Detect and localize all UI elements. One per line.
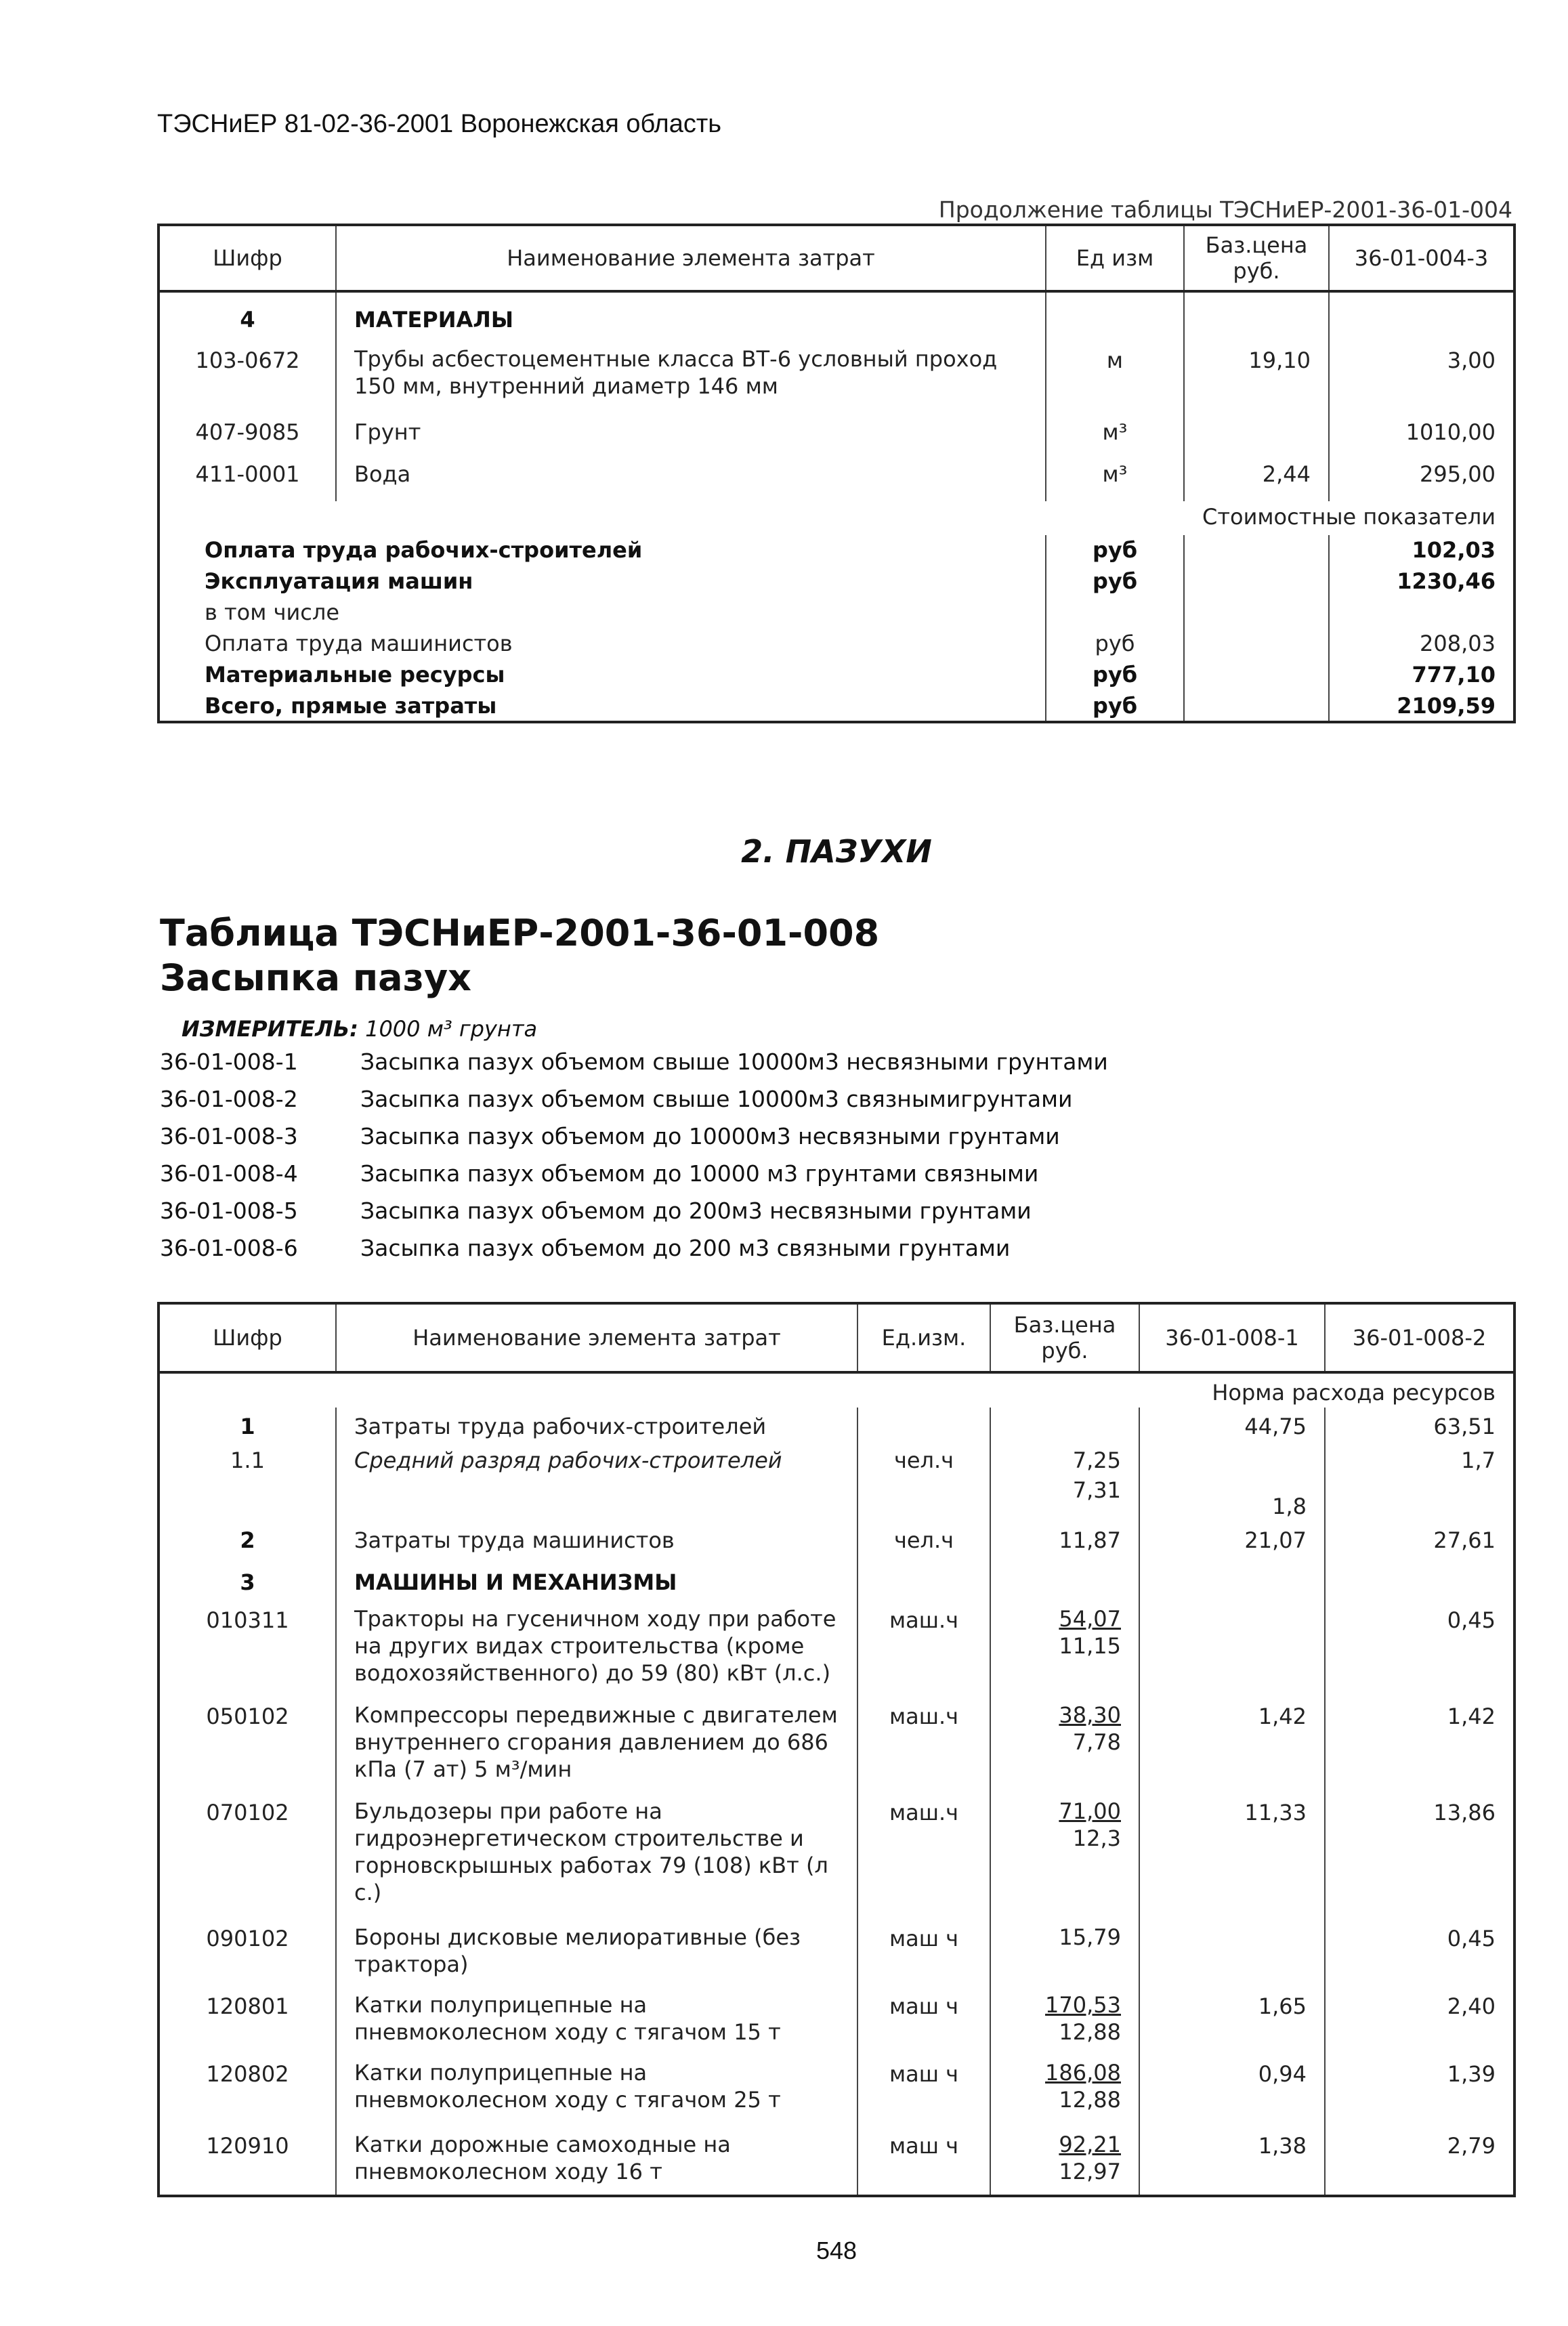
cost-row [158,535,1514,566]
row-price-sub: 11,15 [1059,1633,1121,1659]
row-price-sub: 7,78 [1072,1729,1121,1755]
row-name: Катки полуприцепные на пневмоколесном ходу с тягачом 15 т [336,1991,857,2059]
row-col1: 1,38 [1139,2131,1325,2196]
header-code: Шифр [158,225,336,291]
row-name: Трубы асбестоцементные класса ВТ-6 условный проход 150 мм, внутренний диаметр 146 мм [336,345,1046,417]
row-unit: чел.ч [857,1445,990,1521]
row-price [990,1924,1139,1991]
row-code: 2 [240,1527,255,1553]
row-col2: 1,7 [1325,1445,1514,1521]
row-price: 19,10 [1184,345,1329,417]
row-col2: 63,51 [1325,1408,1514,1445]
item-text: Засыпка пазух объемом до 10000м3 несвязными грунтами [360,1123,1060,1149]
table-header-row [158,1303,1514,1372]
row-price-sub: 12,97 [1059,2159,1121,2184]
table-header-row [158,225,1514,291]
cost-row [158,566,1514,597]
norm-header: Норма расхода ресурсов [1212,1380,1496,1405]
section-row-machines [158,1561,1514,1605]
item-code: 36-01-008-6 [160,1235,298,1261]
row-code: 120910 [206,2133,289,2159]
list-item [160,1198,1108,1235]
header-price [1184,225,1329,291]
row-price-main: 170,53 [1045,1992,1121,2018]
row-col2: 2,79 [1325,2131,1514,2196]
header-code: Шифр [158,1303,336,1372]
row-name: Катки полуприцепные на пневмоколесном ходу с тягачом 25 т [336,2059,857,2131]
row-col1 [1139,1924,1325,1991]
row-price-sub: 12,88 [1059,2087,1121,2113]
table-row [158,1991,1514,2059]
row-code: 407-9085 [195,419,300,445]
header-price-line1: Баз.цена [1013,1312,1116,1338]
header-name: Наименование элемента затрат [336,1303,857,1372]
row-code: 120801 [206,1993,289,2019]
row-code: 010311 [206,1607,289,1633]
row-price [1184,417,1329,459]
header-column-2: 36-01-008-2 [1325,1303,1514,1372]
cost-row [158,691,1514,722]
row-col1: 1,8 [1139,1445,1325,1521]
header-column-value: 36-01-004-3 [1329,225,1514,291]
item-text: Засыпка пазух объемом до 200м3 несвязными грунтами [360,1198,1032,1224]
row-col2: 2,40 [1325,1991,1514,2059]
table-row [158,1798,1514,1924]
cost-row [158,629,1514,660]
cost-value [1329,597,1514,629]
cost-value: 208,03 [1329,629,1514,660]
list-item [160,1049,1108,1086]
header-price-line1: Баз.цена [1205,232,1308,258]
cost-unit [1046,597,1184,629]
header-unit: Ед.изм. [857,1303,990,1372]
row-col1 [1139,1605,1325,1701]
section-name: МАТЕРИАЛЫ [336,291,1046,345]
row-name: Компрессоры передвижные с двигателем внутреннего сгорания давлением до 686 кПа (7 ат) 5 м³/мин [336,1701,857,1798]
row-price-sub: 12,3 [1072,1825,1121,1851]
row-value: 1010,00 [1329,417,1514,459]
row-code: 103-0672 [195,347,300,373]
row-col2: 0,45 [1325,1605,1514,1701]
row-price [990,1605,1139,1701]
item-code: 36-01-008-1 [160,1049,298,1075]
cost-unit: руб [1046,691,1184,722]
row-col1: 21,07 [1139,1521,1325,1561]
row-code: 050102 [206,1704,289,1729]
row-price [990,2059,1139,2131]
row-code: 120802 [206,2061,289,2087]
header-price [990,1303,1139,1372]
row-name: Вода [336,459,1046,501]
row-unit: маш ч [857,2059,990,2131]
row-name: Грунт [336,417,1046,459]
row-col2: 1,42 [1325,1701,1514,1798]
cost-unit: руб [1046,629,1184,660]
row-price-b: 7,31 [1072,1477,1121,1503]
cost-name: Оплата труда машинистов [205,631,513,656]
row-price [990,1445,1139,1521]
item-text: Засыпка пазух объемом свыше 10000м3 несвязными грунтами [360,1049,1108,1075]
cost-unit: руб [1046,566,1184,597]
item-code: 36-01-008-5 [160,1198,298,1224]
cost-unit: руб [1046,535,1184,566]
table-row [158,1701,1514,1798]
row-code: 1 [240,1414,255,1439]
cost-row [158,660,1514,691]
cost-name: Всего, прямые затраты [205,693,497,719]
table-row [158,2059,1514,2131]
item-text: Засыпка пазух объемом свыше 10000м3 связнымигрунтами [360,1086,1073,1112]
table-subtitle: Засыпка пазух [160,956,472,999]
table-row [158,1605,1514,1701]
item-code: 36-01-008-4 [160,1160,298,1187]
row-col2: 0,45 [1325,1924,1514,1991]
document-header: ТЭСНиЕР 81-02-36-2001 Воронежская область [157,110,722,138]
row-price-main: 38,30 [1059,1702,1121,1728]
item-code: 36-01-008-2 [160,1086,298,1112]
row-unit: маш ч [857,2131,990,2196]
cost-name: Материальные ресурсы [205,662,505,688]
cost-value: 102,03 [1329,535,1514,566]
row-unit: м [1046,345,1184,417]
cost-indicators-header-row [158,501,1514,535]
cost-name: Эксплуатация машин [205,568,473,594]
table-title-line: Таблица ТЭСНиЕР-2001-36-01-008 [160,912,880,954]
header-price-line2: руб. [1041,1338,1088,1363]
section-code: 4 [240,307,255,333]
item-code: 36-01-008-3 [160,1123,298,1149]
row-price [990,1701,1139,1798]
section-title: 2. ПАЗУХИ [741,833,932,870]
table-row [158,417,1514,459]
item-list [160,1049,1108,1272]
row-code: 1.1 [230,1447,265,1473]
header-name: Наименование элемента затрат [336,225,1046,291]
row-code: 070102 [206,1800,289,1825]
row-price [990,1798,1139,1924]
row-unit: маш.ч [857,1798,990,1924]
page-number: 548 [815,2237,857,2264]
header-price-line2: руб. [1233,258,1280,284]
row-unit: маш ч [857,1991,990,2059]
row-price-main: 54,07 [1059,1606,1121,1632]
measurer-label: ИЗМЕРИТЕЛЬ: [182,1016,358,1042]
section-row-materials [158,291,1514,345]
row-price-a: 7,25 [1072,1447,1121,1473]
row-col2: 1,39 [1325,2059,1514,2131]
table-title [160,911,879,1000]
row-col1: 44,75 [1139,1408,1325,1445]
table-row [158,345,1514,417]
cost-unit: руб [1046,660,1184,691]
row-unit: маш.ч [857,1701,990,1798]
item-text: Засыпка пазух объемом до 200 м3 связными грунтами [360,1235,1011,1261]
list-item [160,1123,1108,1160]
row-price-sub: 12,88 [1059,2019,1121,2045]
row-name: Бульдозеры при работе на гидроэнергетическом строительстве и горновскрышных работах 79 (108) кВт (л с.) [336,1798,857,1924]
cost-value: 2109,59 [1329,691,1514,722]
row-unit: маш ч [857,1924,990,1991]
row-unit: чел.ч [857,1521,990,1561]
row-name: Затраты труда рабочих-строителей [336,1408,857,1445]
row-col1: 1,42 [1139,1701,1325,1798]
measurer [182,1016,537,1042]
row-name: Катки дорожные самоходные на пневмоколесном ходу 16 т [336,2131,857,2196]
measurer-value: 1000 м³ грунта [365,1016,538,1042]
table-row [158,1408,1514,1445]
row-code: 090102 [206,1926,289,1951]
row-name: Тракторы на гусеничном ходу при работе на других видах строительства (кроме водохозяйственного) до 59 (80) кВт (л.с.) [336,1605,857,1701]
row-price-main: 15,79 [1059,1924,1121,1950]
row-price [990,1991,1139,2059]
row-price [990,2131,1139,2196]
row-price-main: 71,00 [1059,1798,1121,1824]
table-row [158,1924,1514,1991]
section-name: МАШИНЫ И МЕХАНИЗМЫ [336,1561,857,1605]
table-row [158,1445,1514,1521]
list-item [160,1086,1108,1123]
row-col2: 13,86 [1325,1798,1514,1924]
cost-name: Оплата труда рабочих-строителей [205,537,643,563]
resource-norms-table-36-01-008 [157,1302,1516,2197]
row-unit: м³ [1046,459,1184,501]
header-unit: Ед изм [1046,225,1184,291]
list-item [160,1235,1108,1272]
row-col2: 27,61 [1325,1521,1514,1561]
table-continuation-caption: Продолжение таблицы ТЭСНиЕР-2001-36-01-004 [938,196,1512,223]
list-item [160,1160,1108,1198]
cost-name: в том числе [205,599,339,625]
row-name: Затраты труда машинистов [336,1521,857,1561]
table-row [158,2131,1514,2196]
row-name: Бороны дисковые мелиоративные (без трактора) [336,1924,857,1991]
row-unit: м³ [1046,417,1184,459]
item-text: Засыпка пазух объемом до 10000 м3 грунтами связными [360,1160,1039,1187]
row-value: 295,00 [1329,459,1514,501]
table-row [158,459,1514,501]
cost-row [158,597,1514,629]
cost-value: 1230,46 [1329,566,1514,597]
norm-header-row [158,1372,1514,1408]
row-col1: 1,65 [1139,1991,1325,2059]
row-col1: 11,33 [1139,1798,1325,1924]
cost-indicators-header: Стоимостные показатели [1202,504,1496,530]
row-price: 11,87 [990,1521,1139,1561]
row-price-main: 186,08 [1045,2060,1121,2086]
row-name: Средний разряд рабочих-строителей [336,1445,857,1521]
row-unit: маш.ч [857,1605,990,1701]
row-value: 3,00 [1329,345,1514,417]
table-row [158,1521,1514,1561]
row-col1: 0,94 [1139,2059,1325,2131]
row-price-main: 92,21 [1059,2132,1121,2157]
cost-value: 777,10 [1329,660,1514,691]
row-price: 2,44 [1184,459,1329,501]
costs-table-36-01-004 [157,224,1516,723]
row-code: 411-0001 [195,461,300,487]
section-code: 3 [240,1569,255,1595]
header-column-1: 36-01-008-1 [1139,1303,1325,1372]
